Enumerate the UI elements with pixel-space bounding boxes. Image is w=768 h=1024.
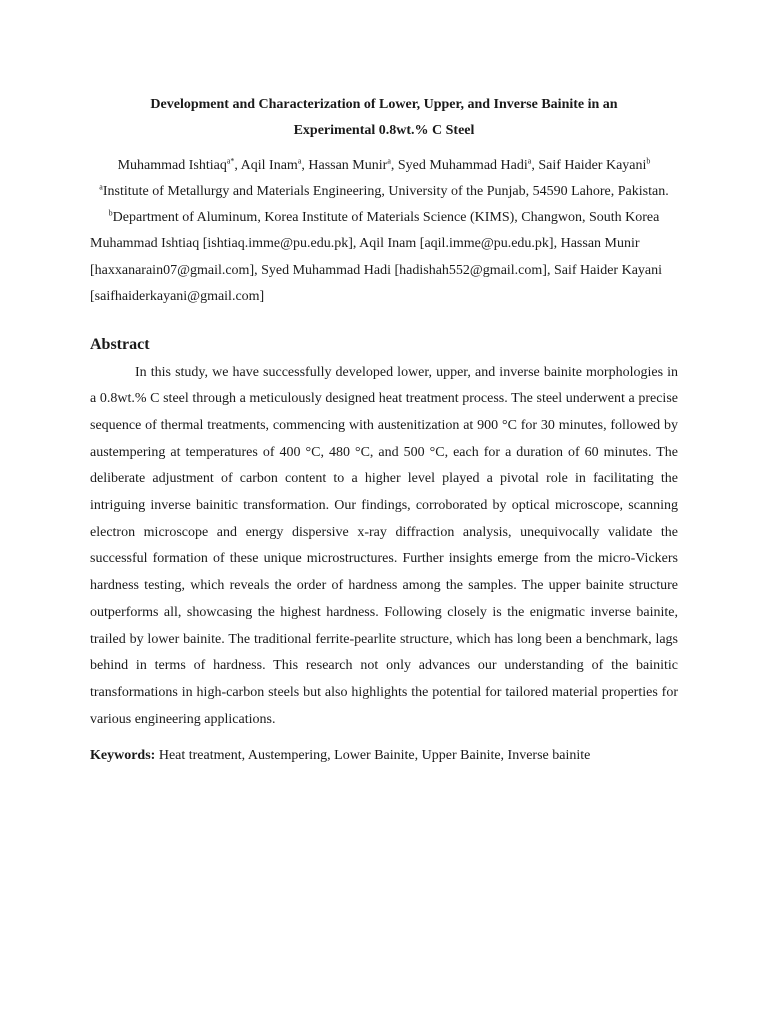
affiliation-text: Department of Aluminum, Korea Institute of Materials Science (KIMS), Changwon, South Korea — [112, 210, 660, 225]
author-name: Muhammad Ishtiaq — [117, 158, 227, 173]
author-emails: Muhammad Ishtiaq [ishtiaq.imme@pu.edu.pk], Aqil Inam [aqil.imme@pu.edu.pk], Hassan Munir [haxxanarain07@gmail.com], Syed Muhammad Hadi [hadishah552@gmail.com], Saif Haider Kayani [saifhaiderkayani@gmail.com] — [90, 236, 663, 304]
keywords-label: Keywords: — [90, 748, 156, 764]
author-list: Muhammad Ishtiaq$^{a*}$, Aqil Inam$^a$, Hassan Munir$^a$, Syed Muhammad Hadi$^a$, Saif Haider Kayani$^b$ — [117, 156, 651, 173]
abstract-body: In this study, we have successfully developed lower, upper, and inverse bainite morphologies in a 0.8wt.% C steel through a meticulously designed heat treatment process. The steel underwent a precise sequence of thermal treatments, commencing with austenitization at 900 °C for 30 minutes, followed by austempering at temperatures of 400 °C, 480 °C, and 500 °C, each for a duration of 60 minutes. The deliberate adjustment of carbon content to a higher level played a pivotal role in facilitating the intriguing inverse bainitic transformation. Our findings, corroborated by optical microscope, scanning electron microscope and energy dispersive x-ray diffraction analysis, unequivocally validate the successful formation of these unique microstructures. Further insights emerge from the micro-Vickers hardness testing, which reveals the order of hardness among the samples. The upper bainite structure outperforms all, showcasing the highest hardness. Following closely is the enigmatic inverse bainite, trailed by lower bainite. The traditional ferrite-pearlite structure, which has long been a benchmark, lags behind in terms of hardness. This research not only advances our understanding of the bainitic transformations in high-carbon steels but also highlights the potential for tailored material properties for various engineering applications. — [90, 364, 678, 727]
author-name: Saif Haider Kayani — [538, 158, 647, 173]
keywords-line — [90, 743, 678, 769]
affiliation-mark: b — [108, 208, 113, 218]
author-affiliation-mark: b — [646, 156, 651, 166]
affiliation-b — [90, 205, 678, 231]
author-name: Syed Muhammad Hadi — [397, 158, 528, 173]
author-affiliation-mark: a — [297, 156, 302, 166]
author-name: Hassan Munir — [308, 158, 388, 173]
author-name: Aqil Inam — [240, 158, 298, 173]
paper-title: Development and Characterization of Lower, Upper, and Inverse Bainite in an Experimental 0.8wt.% C Steel — [150, 97, 618, 138]
affiliation-a — [90, 179, 678, 205]
abstract-heading: Abstract — [90, 335, 150, 353]
affiliation-text: Institute of Metallurgy and Materials Engineering, University of the Punjab, 54590 Lahore, Pakistan. — [102, 184, 669, 199]
author-affiliation-mark: a — [387, 156, 391, 166]
author-affiliation-mark: a — [527, 156, 532, 166]
affiliation-mark: a — [99, 182, 103, 192]
author-affiliation-mark: a* — [226, 156, 235, 166]
keywords-text: Heat treatment, Austempering, Lower Bainite, Upper Bainite, Inverse bainite — [158, 748, 591, 764]
